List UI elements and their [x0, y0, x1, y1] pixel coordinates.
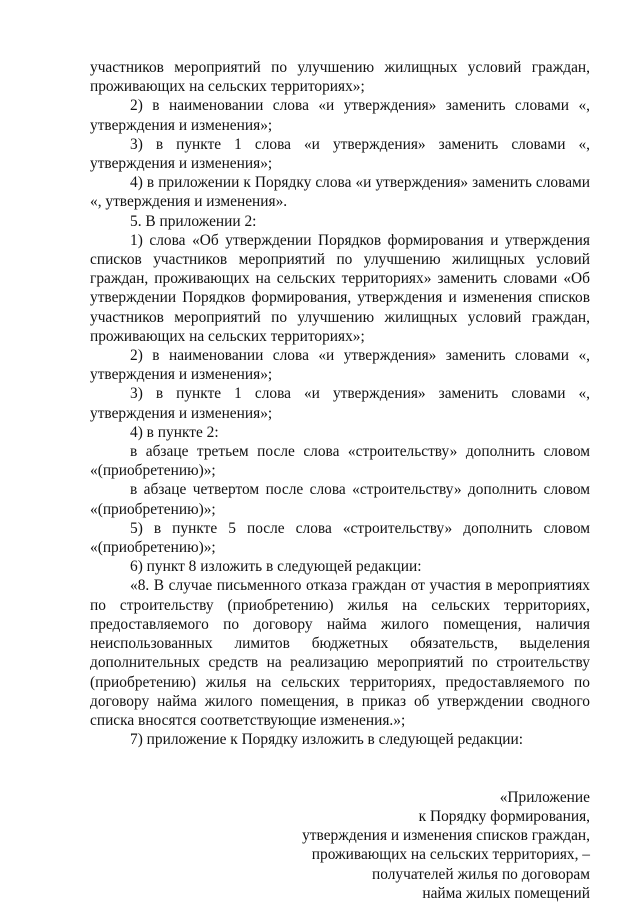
document-body [90, 58, 590, 903]
paragraph-abzac-4: в абзаце четвертом после слова «строительству» дополнить словом «(приобретению)»; [90, 481, 590, 518]
appendix-heading-line: «Приложение [499, 788, 590, 806]
paragraph-item-3-point1: 3) в пункте 1 слова «и утверждения» заменить словами «, утверждения и изменения»; [90, 135, 590, 173]
appendix-heading-line: к Порядку формирования, [418, 807, 590, 825]
appendix-heading-line: проживающих на сельских территориях, – [311, 846, 590, 864]
paragraph-item-2-rename: 2) в наименовании слова «и утверждения» заменить словами «, утверждения и изменения»; [90, 97, 590, 134]
paragraph-item-2-rename-b: 2) в наименовании слова «и утверждения» заменить словами «, утверждения и изменения»; [90, 347, 590, 384]
paragraph-item-6-point8: 6) пункт 8 изложить в следующей редакции: [130, 558, 422, 576]
paragraph-item-5-point5: 5) в пункте 5 после слова «строительству» дополнить словом «(приобретению)»; [90, 519, 590, 557]
paragraph-item-4-point2: 4) в пункте 2: [130, 423, 219, 441]
paragraph-item-7-annex: 7) приложение к Порядку изложить в следующей редакции: [130, 731, 524, 749]
appendix-heading-line: найма жилых помещений [422, 884, 590, 902]
appendix-heading-line: получателей жилья по договорам [372, 865, 590, 883]
paragraph-item-3-point1-b: 3) в пункте 1 слова «и утверждения» заменить словами «, утверждения и изменения»; [90, 385, 590, 422]
paragraph-point8-new-text: «8. В случае письменного отказа граждан от участия в мероприятиях по строительству (приобретению) жилья на сельских территориях, предоставляемого по договору найма жилого помещения, наличия неиспользованных лимитов бюджетных обязательств, выделения дополнительных средств на реализацию мероприятий по строительству (приобретению) жилья на сельских территориях, предоставляемого по договору найма жилого помещения, в приказ об утверждении сводного списка вносятся соответствующие изменения.»; [90, 577, 590, 729]
paragraph-item-4-annex: 4) в приложении к Порядку слова «и утверждения» заменить словами «, утверждения и изменения». [90, 174, 590, 211]
paragraph-abzac-3: в абзаце третьем после слова «строительству» дополнить словом «(приобретению)»; [90, 443, 590, 480]
appendix-heading-line: утверждения и изменения списков граждан, [302, 827, 590, 845]
blank-line [90, 749, 590, 768]
paragraph-item-1-title: 1) слова «Об утверждении Порядков формирования и утверждения списков участников мероприятий по улучшению жилищных условий граждан, проживающих на сельских территориях» заменить словами «Об утверждении Порядков формирования, утверждения и изменения списков участников мероприятий по улучшению жилищных условий граждан, проживающих на сельских территориях»; [90, 231, 590, 345]
paragraph-continuation: участников мероприятий по улучшению жилищных условий граждан, проживающих на сельских территориях»; [90, 59, 590, 96]
appendix-heading [90, 788, 590, 903]
blank-line [90, 769, 590, 788]
paragraph-section-5: 5. В приложении 2: [130, 212, 257, 230]
